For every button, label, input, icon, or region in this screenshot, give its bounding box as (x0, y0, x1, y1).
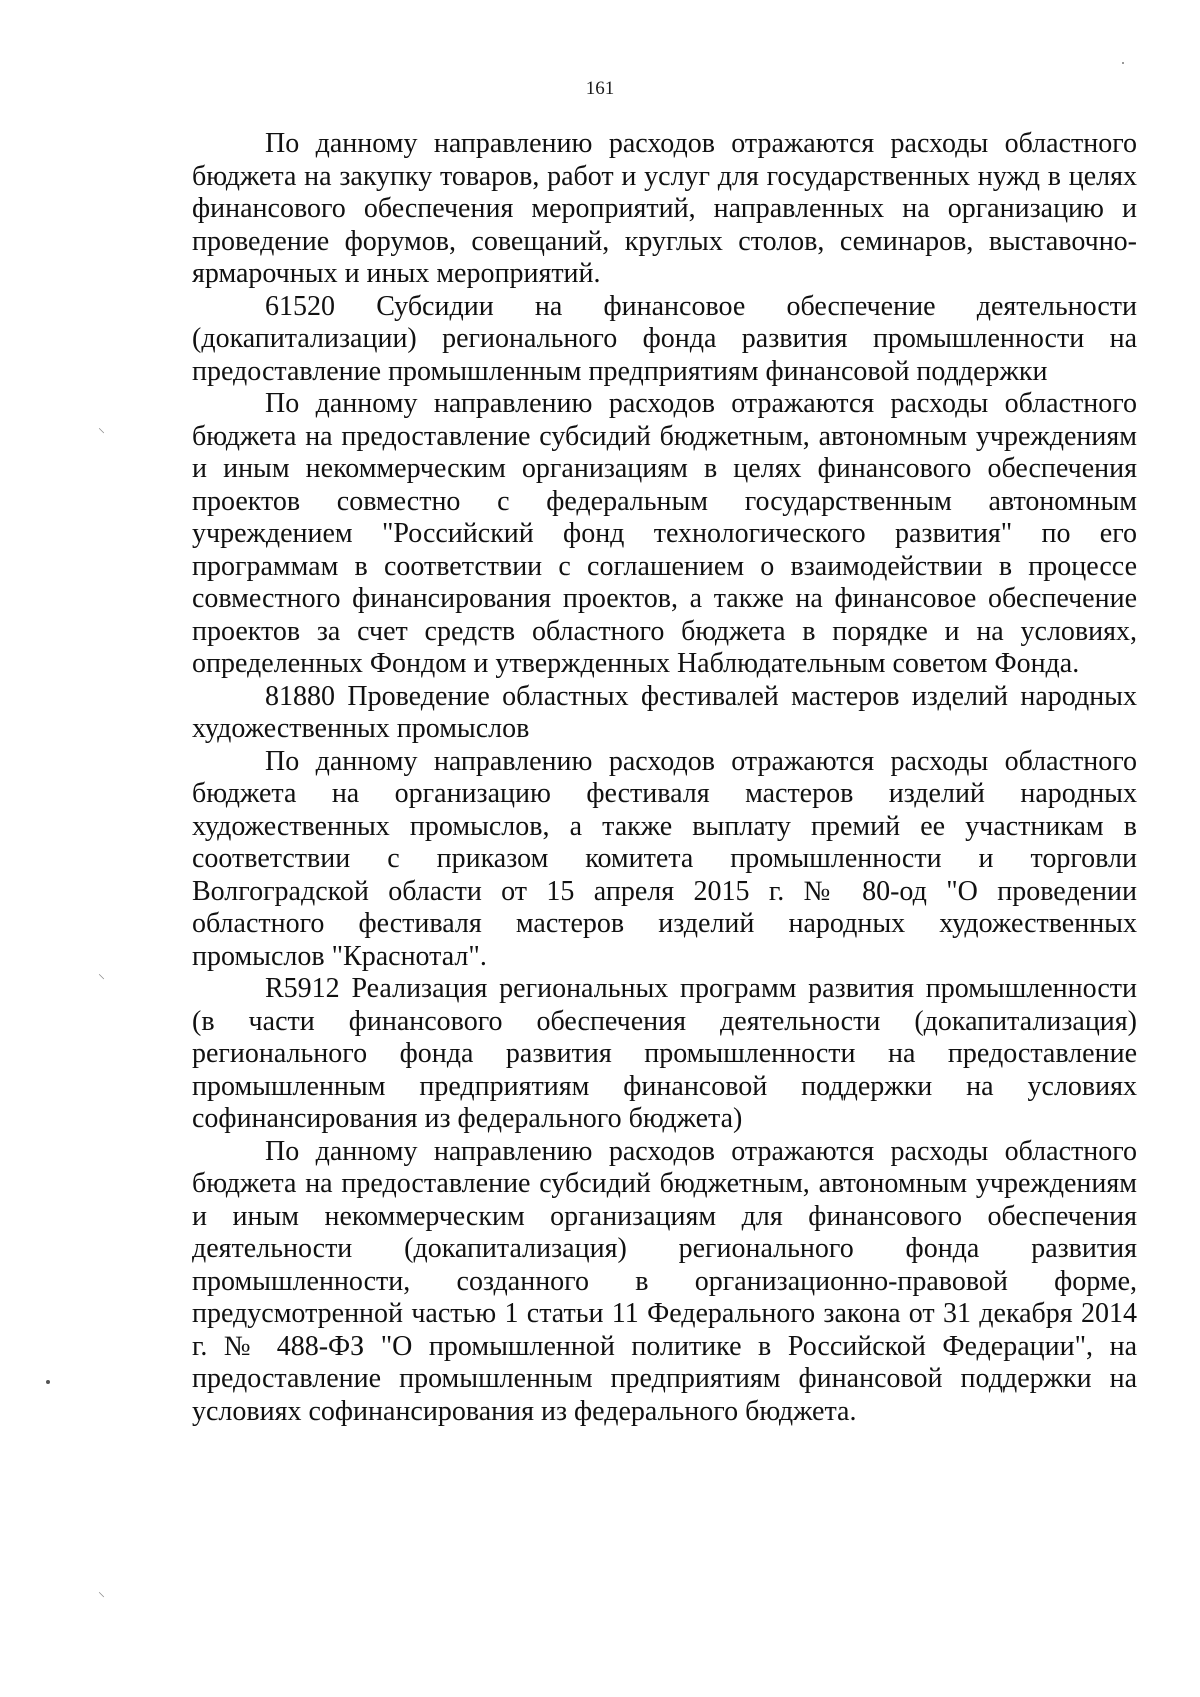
scan-dot (1122, 62, 1124, 64)
paragraph-heading-81880: 81880 Проведение областных фестивалей мастеров изделий народных художественных промыслов (192, 680, 1137, 744)
scan-mark: ⸌ (98, 973, 105, 988)
scan-mark: ⸌ (98, 1591, 105, 1606)
document-body (192, 128, 1137, 1428)
paragraph-expense-description-events: По данному направлению расходов отражаются расходы областного бюджета на закупку товаров, работ и услуг для государственных нужд в целях финансового обеспечения мероприятий, направленных на организацию и проведение форумов, совещаний, круглых столов, семинаров, выставочно-ярмарочных и иных мероприятий. (192, 128, 1137, 289)
paragraph-expense-description-festival: По данному направлению расходов отражаются расходы областного бюджета на организацию фестиваля мастеров изделий народных художественных промыслов, а также выплату премий ее участникам в соответствии с приказом комитета промышленности и торговли Волгоградской области от 15 апреля 2015 г. № 80-од "О проведении областного фестиваля мастеров изделий народных художественных промыслов "Краснотал". (192, 745, 1137, 972)
paragraph-expense-description-fund-projects: По данному направлению расходов отражаются расходы областного бюджета на предоставление субсидий бюджетным, автономным учреждениям и иным некоммерческим организациям в целях финансового обеспечения проектов совместно с федеральным государственным автономным учреждением "Российский фонд технологического развития" по его программам в соответствии с соглашением о взаимодействии в процессе совместного финансирования проектов, а также на финансовое обеспечение проектов за счет средств областного бюджета в порядке и на условиях, определенных Фондом и утвержденных Наблюдательным советом Фонда. (192, 388, 1137, 679)
paragraph-expense-description-fund-capitalization: По данному направлению расходов отражаются расходы областного бюджета на предоставление субсидий бюджетным, автономным учреждениям и иным некоммерческим организациям для финансового обеспечения деятельности (докапитализация) регионального фонда развития промышленности, созданного в организационно-правовой форме, предусмотренной частью 1 статьи 11 Федерального закона от 31 декабря 2014 г. № 488-ФЗ "О промышленной политике в Российской Федерации", на предоставление промышленным предприятиям финансовой поддержки на условиях софинансирования из федерального бюджета. (192, 1135, 1137, 1427)
scan-mark: ⸌ (98, 427, 105, 442)
scan-dot (46, 1380, 50, 1384)
paragraph-heading-61520: 61520 Субсидии на финансовое обеспечение деятельности (докапитализации) регионального фонда развития промышленности на предоставление промышленным предприятиям финансовой поддержки (192, 290, 1137, 387)
page-number: 161 (585, 78, 615, 99)
paragraph-heading-r5912: R5912 Реализация региональных программ развития промышленности (в части финансового обеспечения деятельности (докапитализация) регионального фонда развития промышленности на предоставление промышленным предприятиям финансовой поддержки на условиях софинансирования из федерального бюджета) (192, 973, 1137, 1134)
